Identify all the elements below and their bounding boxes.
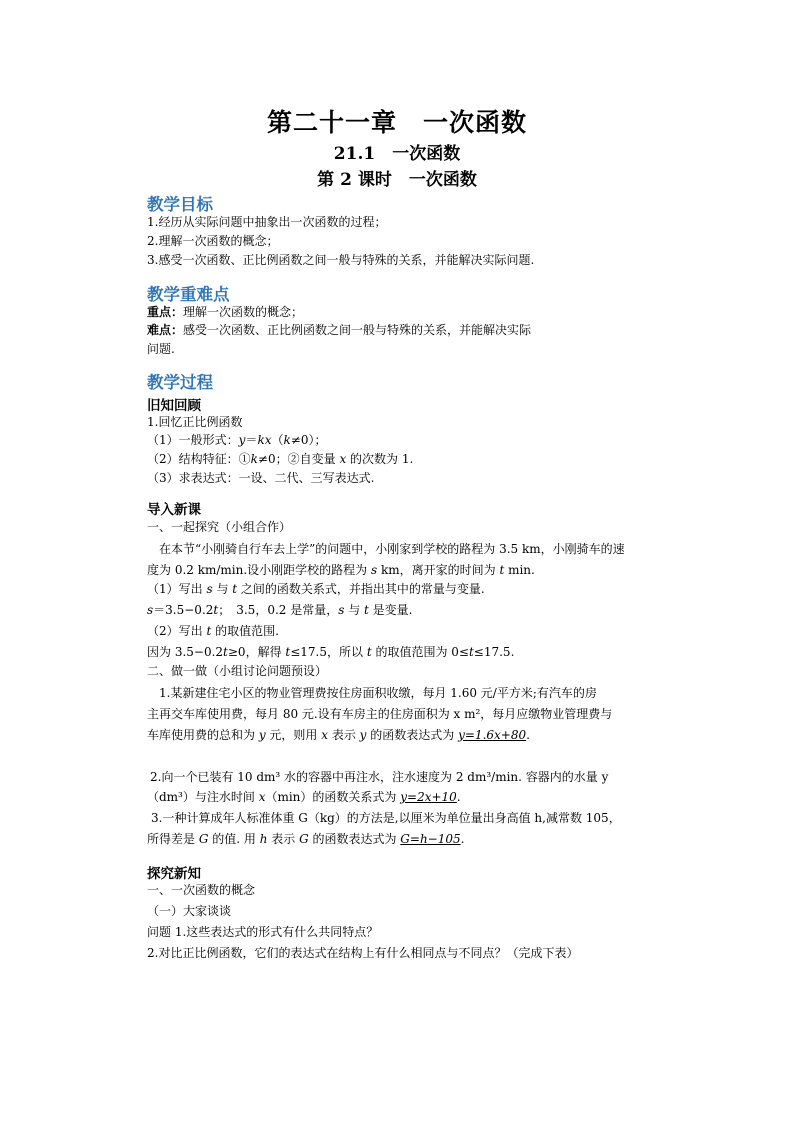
difficult-label: 难点：: [147, 323, 184, 337]
math-var: t: [499, 563, 505, 577]
text: ≤17.5，所以: [290, 645, 367, 659]
lesson-title: 第 2 课时 一次函数: [317, 170, 477, 190]
process-heading: 教学过程: [147, 373, 213, 392]
review-heading: 旧知回顾: [147, 398, 201, 414]
key-point-line: [147, 305, 303, 319]
text: （2）结构特征：①: [147, 452, 251, 466]
math-var: s: [206, 582, 213, 596]
text: ≠0）；: [290, 433, 327, 447]
text: 是变量.: [368, 603, 413, 617]
review-line-1: 1.回忆正比例函数: [147, 415, 243, 429]
intro-line-9: 1.某新建住宅小区的物业管理费按住房面积收缴，每月 1.60 元/平方米;有汽车的房: [159, 686, 597, 700]
intro-line-2: 在本节“小刚骑自行车去上学”的问题中，小刚家到学校的路程为 3.5 km，小刚骑车的速: [159, 542, 625, 556]
math-var: kx: [257, 433, 272, 447]
text: 的函数表达式为: [366, 728, 459, 742]
math-var: y: [238, 433, 246, 447]
section-title: 21.1 一次函数: [333, 144, 461, 164]
text: 的次数为 1.: [346, 452, 414, 466]
math-var: t: [285, 645, 291, 659]
intro-line-5: [147, 603, 413, 617]
math-var: t: [366, 645, 372, 659]
explore-line-3: 问题 1.这些表达式的形式有什么共同特点？: [147, 925, 379, 939]
intro-line-6: [147, 624, 279, 638]
text: 的值. 用: [208, 832, 260, 846]
math-var: y: [359, 728, 367, 742]
key-points-heading: 教学重难点: [147, 285, 230, 304]
math-var: h: [259, 832, 268, 846]
explore-line-1: 一、一次函数的概念: [147, 883, 256, 897]
intro-line-12: 2.向一个已装有 10 dm³ 水的容器中再注水，注水速度为 2 dm³/min. 容器内的水量 y: [150, 770, 609, 784]
text: （: [271, 433, 284, 447]
key-text: 理解一次函数的概念；: [183, 305, 304, 319]
text: （min）的函数关系式为: [265, 790, 401, 804]
goals-heading: 教学目标: [147, 195, 213, 214]
text: （1）一般形式：: [147, 433, 239, 447]
math-var: t: [364, 603, 369, 617]
math-var: x: [339, 452, 347, 466]
intro-line-8: 二、做一做（小组讨论问题预设）: [147, 664, 328, 678]
intro-line-1: 一、一起探究（小组合作）: [147, 520, 292, 534]
text: 所得差是: [147, 832, 199, 846]
text: 表示: [267, 832, 300, 846]
intro-line-3: [147, 563, 535, 577]
intro-heading: 导入新课: [147, 502, 201, 518]
math-var: G: [299, 832, 309, 846]
math-var: t: [206, 624, 212, 638]
text: 之间的函数关系式，并指出其中的常量与变量.: [237, 582, 485, 596]
difficult-text: 感受一次函数、正比例函数之间一般与特殊的关系，并能解决实际: [183, 323, 532, 337]
explore-line-4: 2.对比正比例函数，它们的表达式在结构上有什么相同点与不同点？（完成下表）: [147, 946, 579, 960]
goal-item-2: 2.理解一次函数的概念；: [147, 234, 279, 248]
text: 的取值范围.: [211, 624, 279, 638]
text: 与: [344, 603, 365, 617]
math-var: y: [258, 728, 266, 742]
review-line-2: [147, 433, 326, 447]
text: 的取值范围为 0≤: [371, 645, 469, 659]
review-line-3: [147, 452, 413, 466]
difficult-point-cont: 问题.: [147, 342, 175, 356]
intro-line-15: [147, 832, 464, 846]
math-var: k: [250, 452, 258, 466]
difficult-point-line: [147, 323, 531, 337]
text: ≠0；②自变量: [257, 452, 340, 466]
key-label: 重点：: [147, 305, 184, 319]
text: 与: [212, 582, 233, 596]
text: min.: [504, 563, 535, 577]
text: 的函数表达式为: [308, 832, 401, 846]
chapter-title: 第二十一章 一次函数: [266, 108, 527, 137]
text: 表示: [328, 728, 360, 742]
answer-underline: G=h−105: [400, 832, 461, 846]
intro-line-10: 主再交车库使用费，每月 80 元.设有车房主的住房面积为 x m²，每月应缴物业管理费与: [147, 707, 613, 721]
goal-item-3: 3.感受一次函数、正比例函数之间一般与特殊的关系，并能解决实际问题.: [147, 253, 535, 267]
math-var: s: [370, 563, 378, 577]
text: km，离开家的时间为: [377, 563, 500, 577]
math-var: k: [283, 433, 291, 447]
text: 度为 0.2 km/min.设小刚距学校的路程为: [147, 563, 371, 577]
text: ＝3.5−0.2: [153, 603, 214, 617]
text: 元，则用: [265, 728, 322, 742]
text: （dm³）与注水时间: [147, 790, 259, 804]
text: 因为 3.5−0.2: [147, 645, 224, 659]
answer-underline: y=1.6x+80: [458, 728, 527, 742]
math-var: t: [223, 645, 228, 659]
text: ＝: [245, 433, 258, 447]
explore-line-2: （一）大家谈谈: [147, 904, 232, 918]
text: .: [456, 790, 461, 804]
text: 车库使用费的总和为: [147, 728, 259, 742]
text: ≥0，解得: [227, 645, 286, 659]
text: ≤17.5.: [473, 645, 515, 659]
math-var: t: [232, 582, 238, 596]
text: .: [526, 728, 530, 742]
intro-line-14: 3.一种计算成年人标准体重 G（kg）的方法是,以厘米为单位量出身高值 h,减常数 105，: [151, 811, 621, 825]
math-var: s: [147, 603, 154, 617]
math-var: G: [198, 832, 209, 846]
math-var: t: [213, 603, 219, 617]
text: （2）写出: [147, 624, 207, 638]
intro-line-7: [147, 645, 514, 659]
review-line-4: （3）求表达式：一设、二代、三写表达式.: [147, 471, 375, 485]
math-var: x: [321, 728, 329, 742]
math-var: x: [258, 790, 266, 804]
intro-line-4: [147, 582, 485, 596]
goal-item-1: 1.经历从实际问题中抽象出一次函数的过程；: [147, 215, 387, 229]
intro-line-13: [147, 790, 461, 804]
intro-line-11: [147, 728, 530, 742]
text: .: [460, 832, 465, 846]
text: ； 3.5，0.2 是常量，: [218, 603, 339, 617]
answer-underline: y=2x+10: [400, 790, 457, 804]
math-var: s: [338, 603, 345, 617]
math-var: t: [468, 645, 474, 659]
text: （1）写出: [147, 582, 207, 596]
explore-heading: 探究新知: [147, 866, 201, 882]
